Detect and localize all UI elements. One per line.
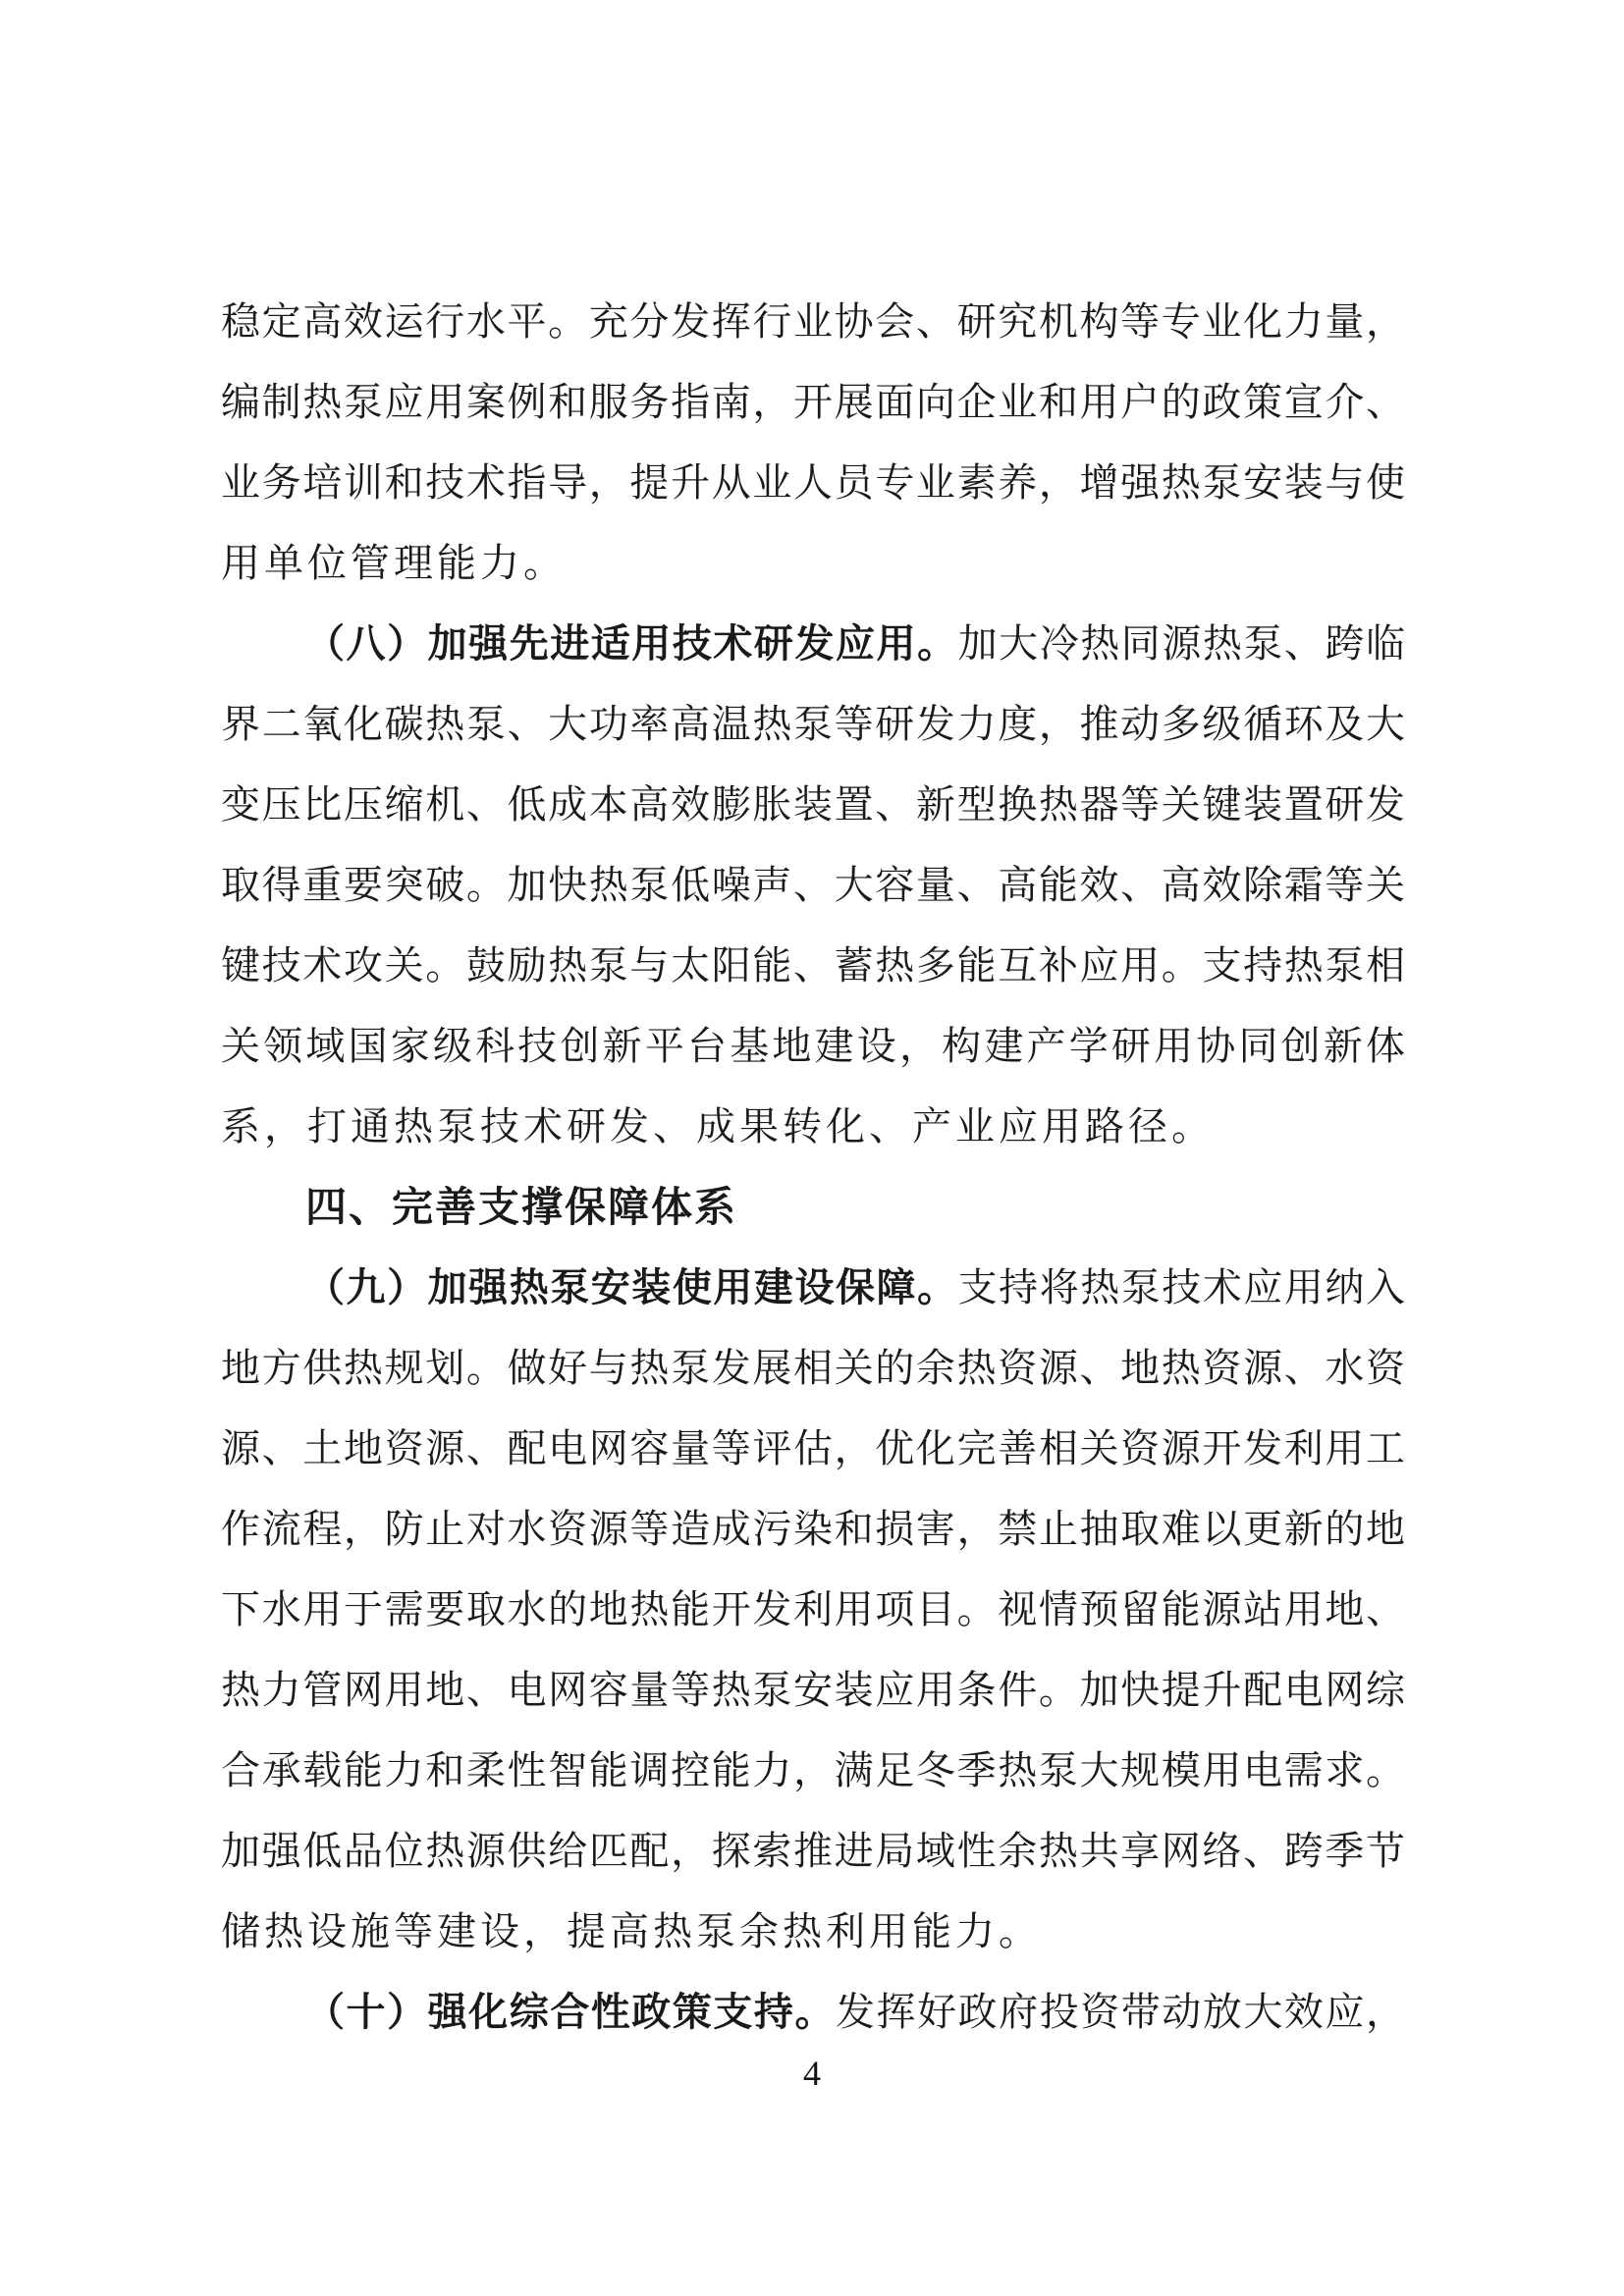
text-line bbox=[221, 1972, 1405, 2053]
text-line: 界二氧化碳热泵、大功率高温热泵等研发力度，推动多级循环及大 bbox=[221, 702, 1405, 746]
document-body bbox=[221, 282, 1405, 2053]
text-line: 用单位管理能力。 bbox=[221, 541, 567, 585]
text-line: 作流程，防止对水资源等造成污染和损害，禁止抽取难以更新的地 bbox=[221, 1507, 1405, 1551]
text-line: 源、土地资源、配电网容量等评估，优化完善相关资源开发利用工 bbox=[221, 1426, 1405, 1470]
text-line: 取得重要突破。加快热泵低噪声、大容量、高能效、高效除霜等关 bbox=[221, 863, 1405, 907]
text-line bbox=[221, 1248, 1405, 1328]
text-line: 储热设施等建设，提高热泵余热利用能力。 bbox=[221, 1909, 1042, 1953]
text-line: 变压比压缩机、低成本高效膨胀装置、新型换热器等关键装置研发 bbox=[221, 782, 1405, 827]
line-text: 发挥好政府投资带动放大效应， bbox=[836, 1990, 1405, 2034]
text-line bbox=[221, 604, 1405, 684]
text-line: 稳定高效运行水平。充分发挥行业协会、研究机构等专业化力量， bbox=[221, 299, 1405, 344]
text-line: 键技术攻关。鼓励热泵与太阳能、蓄热多能互补应用。支持热泵相 bbox=[221, 943, 1405, 988]
bold-lead-sentence: （十）强化综合性政策支持。 bbox=[305, 1991, 836, 2034]
text-line: 加强低品位热源供给匹配，探索推进局域性余热共享网络、跨季节 bbox=[221, 1829, 1405, 1873]
line-text: 支持将热泵技术应用纳入 bbox=[957, 1265, 1405, 1309]
text-line: 地方供热规划。做好与热泵发展相关的余热资源、地热资源、水资 bbox=[221, 1346, 1405, 1390]
page-number: 4 bbox=[803, 2054, 821, 2093]
line-text: 加大冷热同源热泵、跨临 bbox=[957, 621, 1405, 666]
text-line: 下水用于需要取水的地热能开发利用项目。视情预留能源站用地、 bbox=[221, 1587, 1405, 1631]
text-line: 合承载能力和柔性智能调控能力，满足冬季热泵大规模用电需求。 bbox=[221, 1748, 1405, 1792]
text-line: 编制热泵应用案例和服务指南，开展面向企业和用户的政策宣介、 bbox=[221, 380, 1405, 424]
text-line: 系，打通热泵技术研发、成果转化、产业应用路径。 bbox=[221, 1104, 1215, 1148]
text-line: 业务培训和技术指导，提升从业人员专业素养，增强热泵安装与使 bbox=[221, 460, 1405, 505]
text-line: 关领域国家级科技创新平台基地建设，构建产学研用协同创新体 bbox=[221, 1024, 1405, 1068]
page-footer bbox=[0, 2054, 1624, 2093]
section-heading: 四、完善支撑保障体系 bbox=[305, 1184, 738, 1230]
bold-lead-sentence: （八）加强先进适用技术研发应用。 bbox=[305, 622, 958, 666]
text-line: 热力管网用地、电网容量等热泵安装应用条件。加快提升配电网综 bbox=[221, 1668, 1405, 1712]
bold-lead-sentence: （九）加强热泵安装使用建设保障。 bbox=[305, 1266, 958, 1309]
